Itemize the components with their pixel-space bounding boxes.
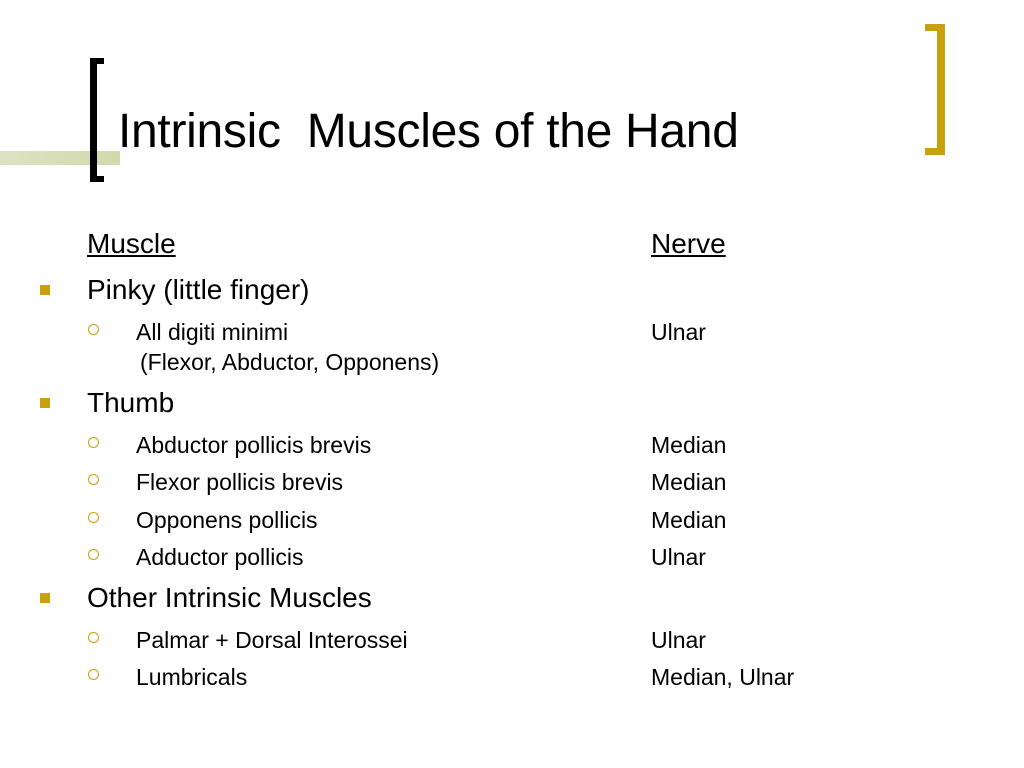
- nerve-name: Ulnar: [651, 544, 706, 570]
- group-label: Other Intrinsic Muscles: [87, 582, 372, 613]
- nerve-name: Median: [651, 469, 727, 495]
- right-bracket-decoration: [925, 24, 945, 155]
- muscle-name: Lumbricals: [136, 664, 248, 690]
- nerve-name: Ulnar: [651, 627, 706, 653]
- square-bullet-icon: [40, 285, 50, 295]
- ring-bullet-icon: [88, 632, 99, 643]
- ring-bullet-icon: [88, 512, 99, 523]
- left-bracket-decoration: [90, 58, 104, 182]
- square-bullet-icon: [40, 398, 50, 408]
- group-label: Thumb: [87, 387, 175, 418]
- ring-bullet-icon: [88, 324, 99, 335]
- muscle-column-header: Muscle: [87, 228, 176, 259]
- muscle-name: Adductor pollicis: [136, 544, 304, 570]
- muscle-detail: (Flexor, Abductor, Opponens): [140, 349, 440, 375]
- nerve-name: Ulnar: [651, 319, 706, 345]
- muscle-name: All digiti minimi: [136, 319, 289, 345]
- nerve-name: Median: [651, 507, 727, 533]
- muscle-name: Opponens pollicis: [136, 507, 318, 533]
- nerve-column-header: Nerve: [651, 228, 726, 259]
- square-bullet-icon: [40, 593, 50, 603]
- muscle-name: Flexor pollicis brevis: [136, 469, 344, 495]
- nerve-name: Median: [651, 432, 727, 458]
- group-label: Pinky (little finger): [87, 274, 310, 305]
- muscle-name: Palmar + Dorsal Interossei: [136, 627, 408, 653]
- slide-title: Intrinsic Muscles of the Hand: [118, 105, 739, 158]
- nerve-name: Median, Ulnar: [651, 664, 795, 690]
- ring-bullet-icon: [88, 549, 99, 560]
- ring-bullet-icon: [88, 669, 99, 680]
- ring-bullet-icon: [88, 474, 99, 485]
- ring-bullet-icon: [88, 437, 99, 448]
- muscle-name: Abductor pollicis brevis: [136, 432, 372, 458]
